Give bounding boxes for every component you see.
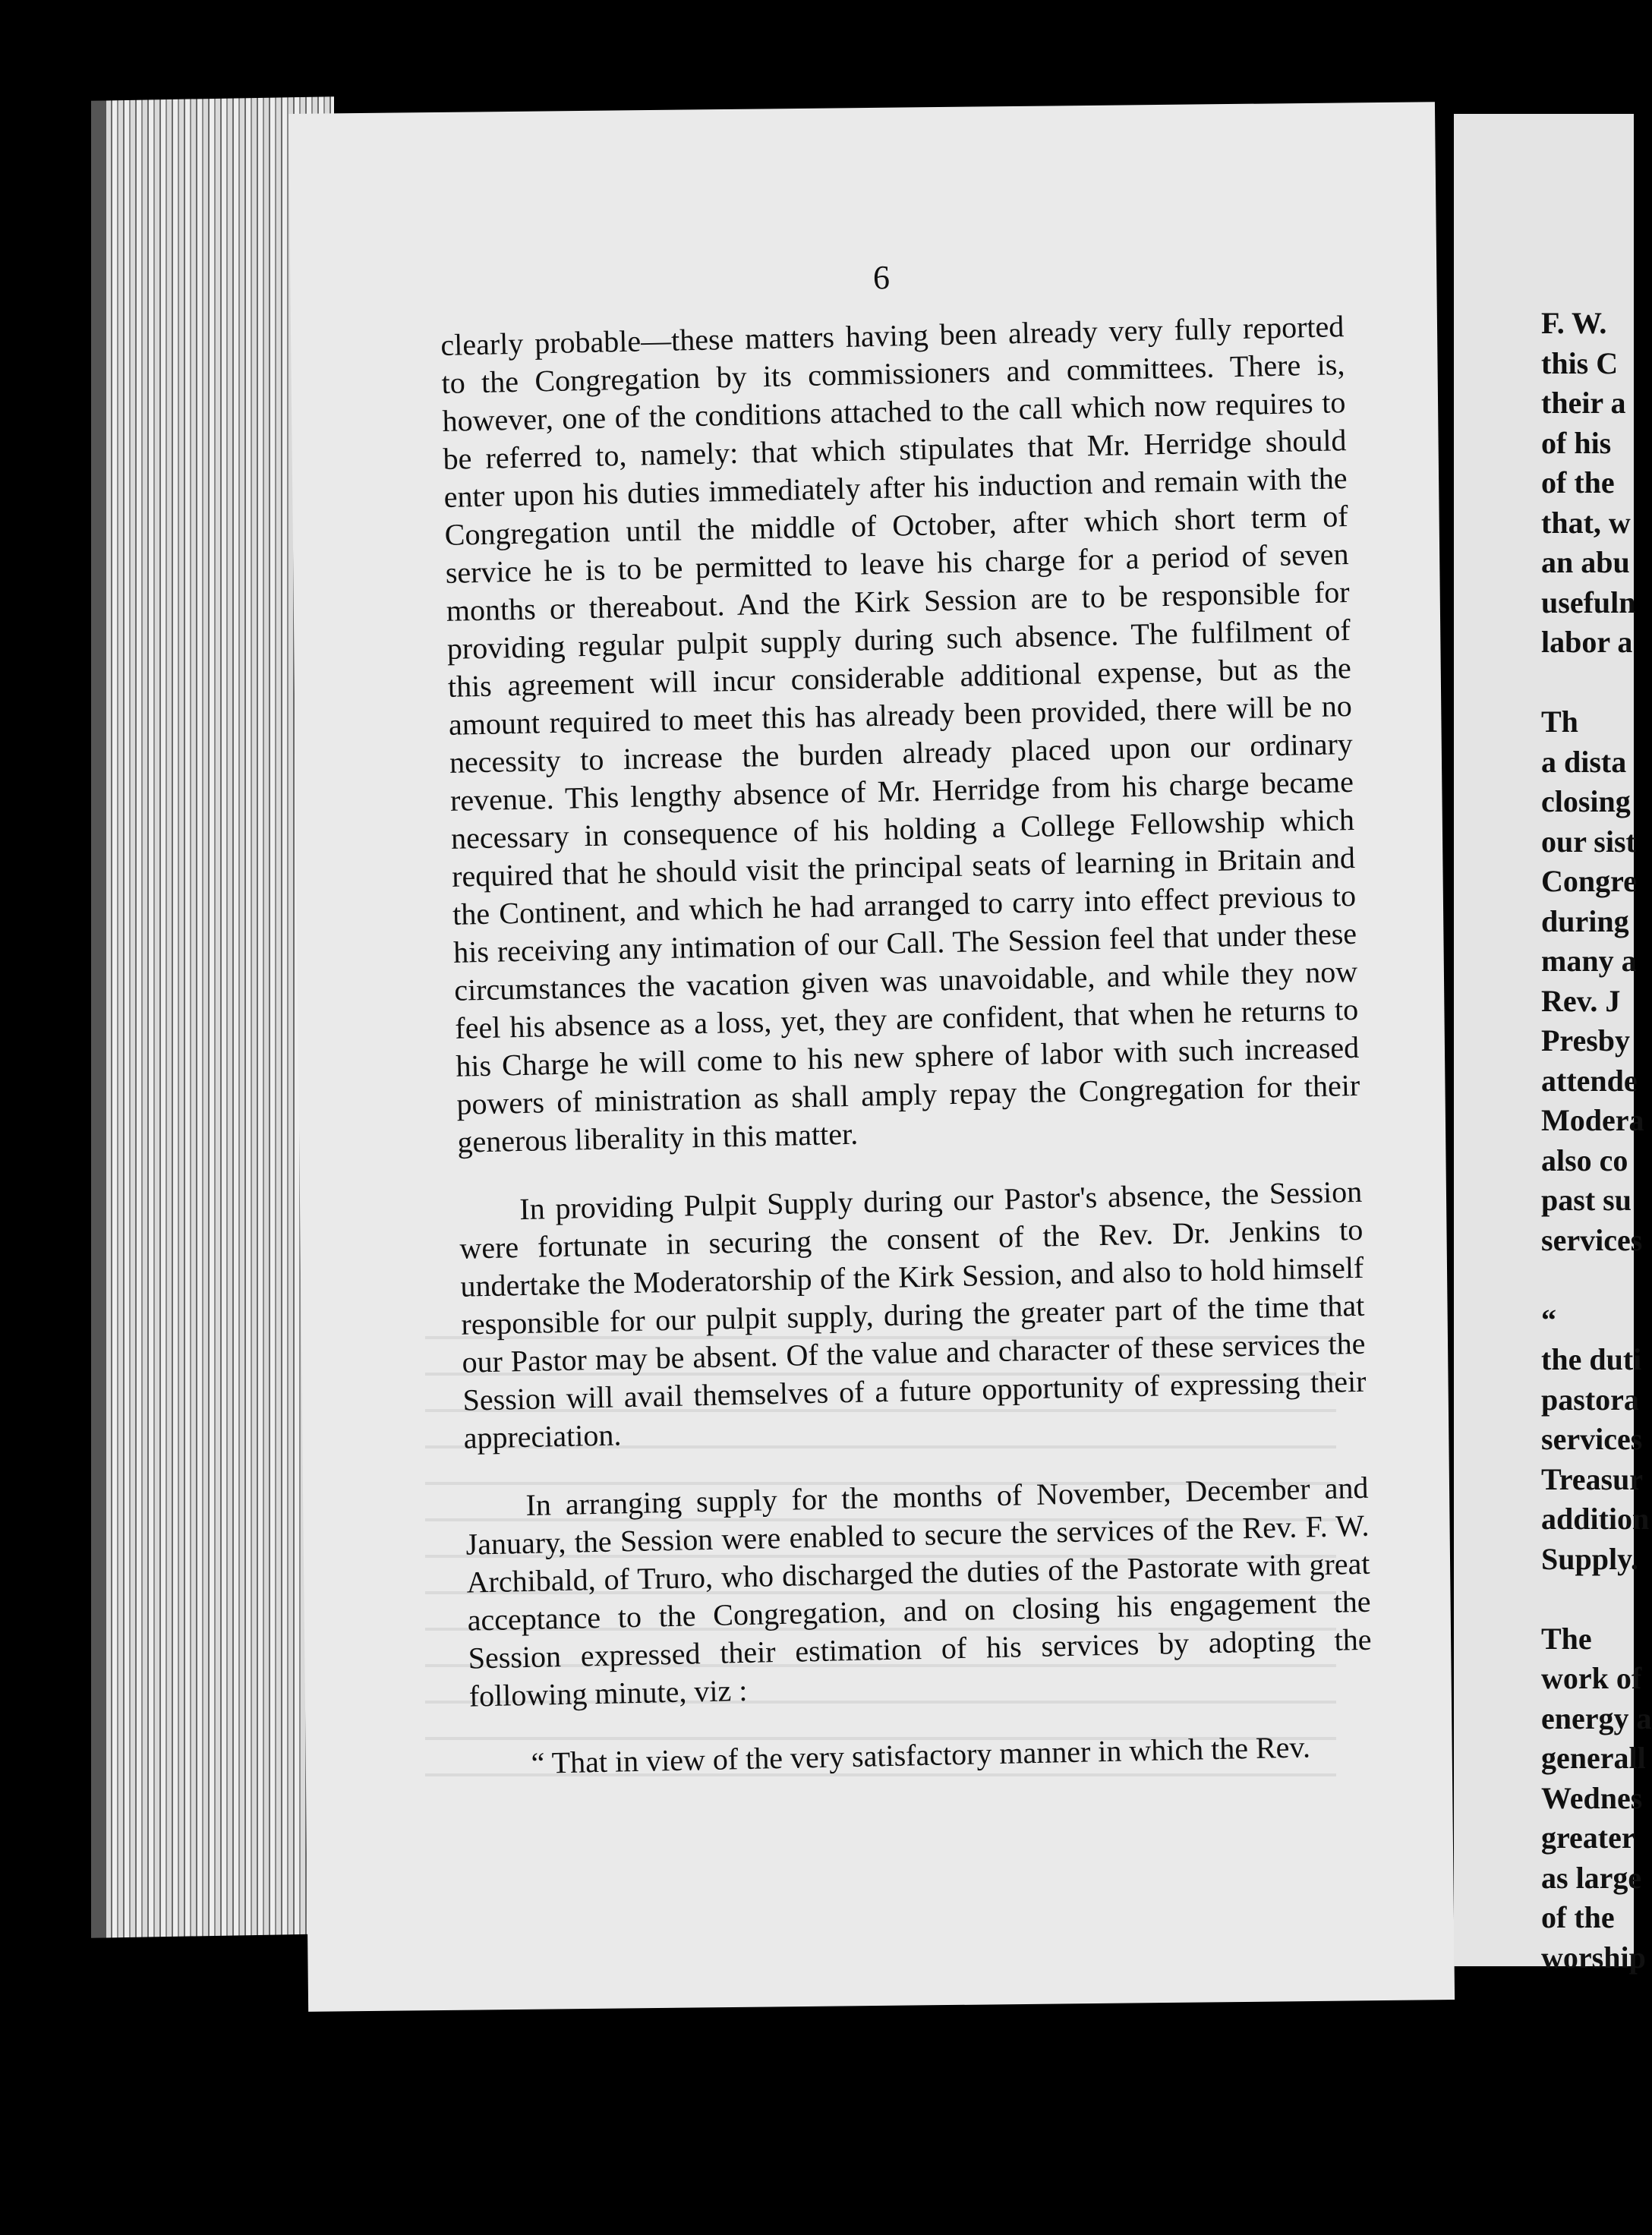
right-page-line — [1541, 1579, 1652, 1619]
right-page-line: attende — [1541, 1063, 1638, 1098]
right-page-line: of the — [1541, 465, 1615, 500]
right-page-line: Congre — [1541, 864, 1637, 898]
right-page-line: F. W. — [1541, 306, 1607, 340]
right-page-line: of his — [1541, 425, 1612, 460]
right-page-line: usefuln — [1541, 585, 1636, 619]
right-page-line: work of — [1541, 1661, 1642, 1695]
right-page-line: of the — [1541, 1900, 1615, 1934]
right-page-line: generall — [1541, 1741, 1646, 1775]
right-page-line: the duti — [1541, 1342, 1642, 1376]
right-page-line: greater — [1541, 1820, 1635, 1855]
right-page-line: “ — [1541, 1302, 1556, 1337]
right-page-line: closing — [1541, 784, 1631, 818]
right-page-text — [1541, 304, 1652, 1978]
right-page-line: energy a — [1541, 1701, 1652, 1735]
right-page-line: Th — [1541, 705, 1578, 739]
right-page-line: Wednes — [1541, 1780, 1643, 1815]
right-page-line: also co — [1541, 1143, 1628, 1177]
paragraph: In providing Pulpit Supply during our Pastor's absence, the Session were fortunate in securing the consent of the Rev. Dr. Jenkins to undertake the Moderatorship of the Kirk Session, and also to hold himself responsible for our pulpit supply, during the greater part of the time that our Pastor may be absent. Of the value and character of these services the Session will avail themselves of a future opportunity of expressing their appreciation. — [459, 1174, 1367, 1455]
right-page-line: this C — [1541, 345, 1619, 380]
right-page-line: as large — [1541, 1860, 1642, 1895]
right-page-line: Rev. J — [1541, 983, 1621, 1018]
right-page-line: their a — [1541, 386, 1626, 420]
right-page-line: services — [1541, 1422, 1643, 1456]
right-page-line: Treasur — [1541, 1461, 1644, 1496]
right-page-line: services — [1541, 1222, 1643, 1257]
right-page-line: Presby — [1541, 1023, 1631, 1058]
right-page-line: a dista — [1541, 744, 1627, 779]
right-page-line: our sist — [1541, 824, 1636, 859]
right-page-line: that, w — [1541, 505, 1631, 540]
right-page-line: worship — [1541, 1940, 1646, 1975]
left-page-body — [440, 307, 1375, 1814]
right-page-line: Supply. — [1541, 1541, 1638, 1576]
right-page-line: Modera — [1541, 1103, 1644, 1137]
right-page-line: addition — [1541, 1502, 1650, 1536]
paragraph: “ That in view of the very satisfactory manner in which the Rev. — [531, 1729, 1311, 1780]
right-page-line: The — [1541, 1621, 1592, 1656]
right-page-line: labor a — [1541, 625, 1633, 659]
right-page-line: pastora — [1541, 1382, 1639, 1417]
page-number: 6 — [873, 259, 890, 296]
paragraph: In arranging supply for the months of November, December and January, the Session were enabled to secure the services of the Rev. F. W. Archibald, of Truro, who discharged the duties of the Pastorate with great acceptance to the Congregation, and on closing his engagement the Session expressed their estimation of his services by adopting the following minute, viz : — [465, 1470, 1372, 1713]
right-page-line: during — [1541, 903, 1629, 938]
right-page-line: many a — [1541, 944, 1637, 978]
paragraph: clearly probable—these matters having been already very fully reported to the Congregation by its commissioners and committees. There is, however, one of the conditions attached to the call which now requires to be referred to, namely: that which stipulates that Mr. Herridge should enter upon his duties immediately after his induction and remain with the Congregation until the middle of October, after which short term of service he is to be permitted to leave his charge for a period of seven months or thereabout. And the Kirk Session are to be responsible for providing regular pulpit supply during such absence. The fulfilment of this agreement will incur considerable additional expense, but as the amount required to meet this has already been provided, there will be no necessity to increase the burden already placed upon our ordinary revenue. This lengthy absence of Mr. Herridge from his charge became necessary in consequence of his holding a College Fellowship which required that he should visit the principal seats of learning in Britain and the Continent, and which he had arranged to carry into effect previous to his receiving any intimation of our Call. The Session feel that under these circumstances the vacation given was unavoidable, and while they now feel his absence as a loss, yet, they are confident, that when he returns to his Charge he will come to his new sphere of labor with such increased powers of ministration as shall amply repay the Congregation for their generous liberality in this matter. — [440, 309, 1360, 1159]
right-page-line — [1541, 1260, 1652, 1300]
right-page-line — [1541, 663, 1652, 703]
right-page-line: past su — [1541, 1183, 1632, 1217]
right-page-line: an abu — [1541, 545, 1630, 579]
